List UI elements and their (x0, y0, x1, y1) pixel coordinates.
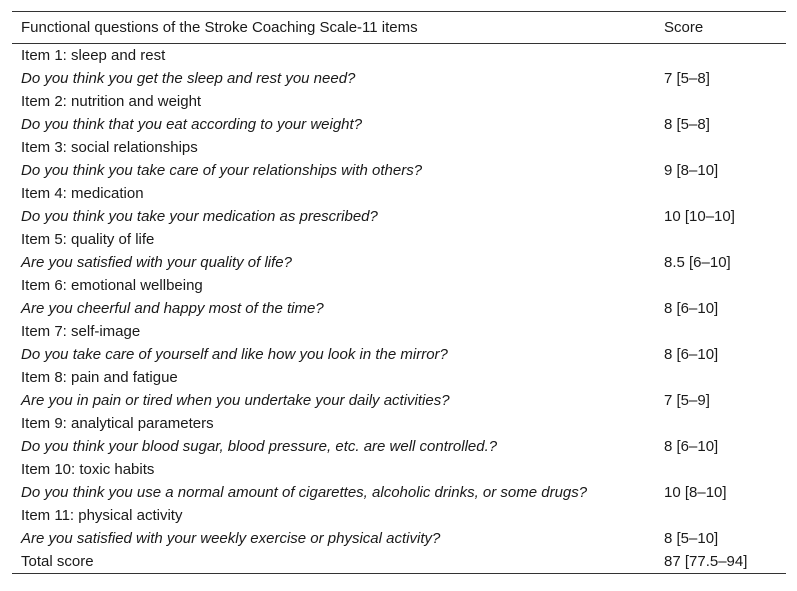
item-question-row (12, 113, 786, 136)
item-score: 9 [8–10] (664, 162, 719, 179)
item-question: Are you satisfied with your quality of life? (21, 254, 292, 271)
item-question: Do you think that you eat according to your weight? (21, 116, 363, 133)
item-question: Do you think you use a normal amount of cigarettes, alcoholic drinks, or some drugs? (21, 484, 588, 501)
item-question: Are you satisfied with your weekly exercise or physical activity? (21, 530, 441, 547)
item-label: Item 8: pain and fatigue (21, 369, 178, 386)
results-table (12, 11, 786, 574)
item-label-row (12, 228, 786, 251)
item-question-row (12, 389, 786, 412)
header-score: Score (664, 19, 704, 36)
item-label: Item 1: sleep and rest (21, 47, 166, 64)
table-body (12, 44, 786, 550)
item-label: Item 7: self-image (21, 323, 141, 340)
item-question: Are you in pain or tired when you undertake your daily activities? (21, 392, 450, 409)
item-label: Item 9: analytical parameters (21, 415, 214, 432)
item-question-row (12, 251, 786, 274)
item-score: 7 [5–9] (664, 392, 710, 409)
item-question: Do you take care of yourself and like how you look in the mirror? (21, 346, 448, 363)
item-label: Item 2: nutrition and weight (21, 93, 202, 110)
item-score: 10 [10–10] (664, 208, 735, 225)
item-label-row (12, 182, 786, 205)
item-label-row (12, 320, 786, 343)
item-label-row (12, 90, 786, 113)
item-question: Do you think you get the sleep and rest you need? (21, 70, 356, 87)
item-question-row (12, 481, 786, 504)
bottom-rule (12, 573, 786, 574)
item-question-row (12, 67, 786, 90)
item-score: 10 [8–10] (664, 484, 727, 501)
item-question-row (12, 527, 786, 550)
item-label: Item 10: toxic habits (21, 461, 155, 478)
item-question-row (12, 343, 786, 366)
item-question-row (12, 435, 786, 458)
item-score: 8 [6–10] (664, 438, 719, 455)
item-question-row (12, 159, 786, 182)
item-label-row (12, 136, 786, 159)
item-label-row (12, 412, 786, 435)
header-question: Functional questions of the Stroke Coaching Scale-11 items (21, 19, 418, 36)
item-label-row (12, 274, 786, 297)
item-question: Do you think you take your medication as prescribed? (21, 208, 378, 225)
item-score: 8 [6–10] (664, 346, 719, 363)
item-score: 8 [6–10] (664, 300, 719, 317)
item-question: Do you think you take care of your relationships with others? (21, 162, 423, 179)
item-question-row (12, 205, 786, 228)
item-label: Item 4: medication (21, 185, 144, 202)
item-score: 8.5 [6–10] (664, 254, 731, 271)
item-score: 7 [5–8] (664, 70, 710, 87)
item-label: Item 6: emotional wellbeing (21, 277, 203, 294)
item-label: Item 11: physical activity (21, 507, 183, 524)
table-header (12, 12, 786, 43)
item-question: Do you think your blood sugar, blood pressure, etc. are well controlled.? (21, 438, 498, 455)
item-question-row (12, 297, 786, 320)
total-row (12, 550, 786, 573)
item-label-row (12, 366, 786, 389)
item-question: Are you cheerful and happy most of the time? (21, 300, 324, 317)
item-label: Item 5: quality of life (21, 231, 155, 248)
item-label: Item 3: social relationships (21, 139, 198, 156)
total-label: Total score (21, 553, 94, 570)
item-label-row (12, 44, 786, 67)
item-score: 8 [5–8] (664, 116, 710, 133)
item-score: 8 [5–10] (664, 530, 719, 547)
item-label-row (12, 504, 786, 527)
total-score: 87 [77.5–94] (664, 553, 748, 570)
item-label-row (12, 458, 786, 481)
